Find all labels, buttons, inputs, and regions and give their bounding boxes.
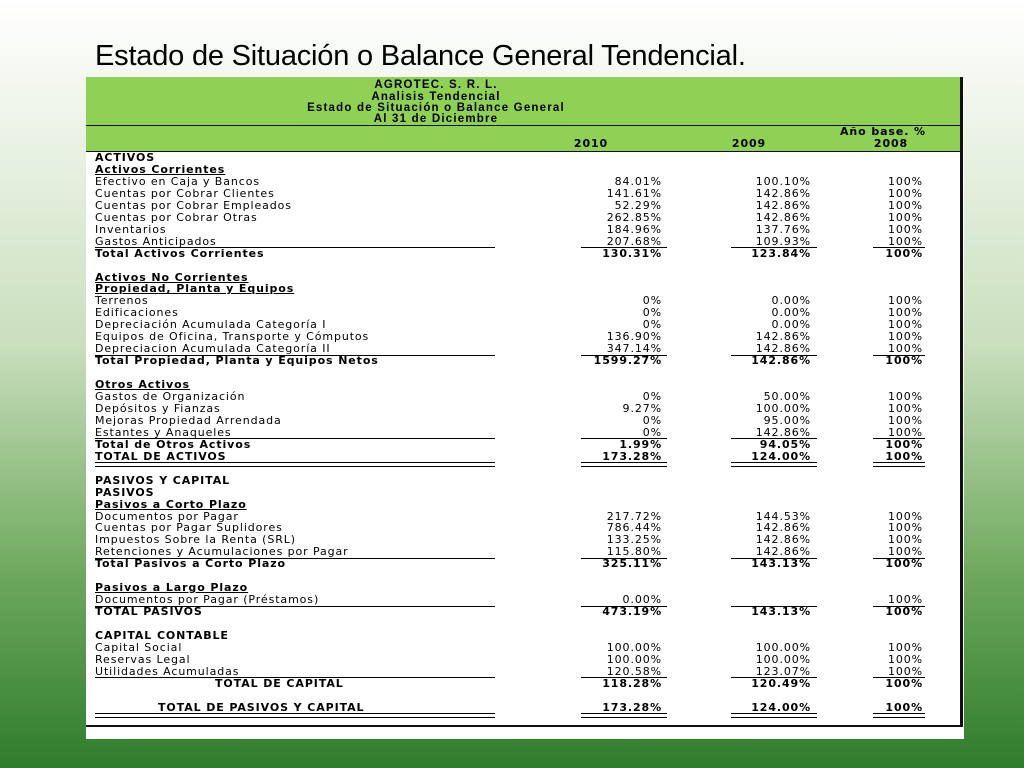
- cell-2009: 142.86%: [755, 521, 811, 535]
- cell-2009: 123.84%: [751, 246, 811, 260]
- cell-2010: 100.00%: [606, 640, 662, 654]
- cell-2008: 100%: [885, 449, 923, 463]
- cell-2008: 100%: [887, 545, 923, 559]
- cell-2009: 142.86%: [755, 533, 811, 547]
- cell-2009: 144.53%: [755, 509, 811, 523]
- total-rule: [873, 713, 925, 718]
- cell-2008: 100%: [887, 318, 923, 332]
- cell-2010: 141.61%: [606, 186, 662, 200]
- cell-2010: 120.58%: [606, 664, 662, 678]
- row-label: ACTIVOS: [95, 151, 156, 164]
- cell-2010: 115.80%: [606, 545, 662, 559]
- cell-2010: 100.00%: [606, 652, 662, 666]
- row-label: TOTAL PASIVOS: [95, 605, 203, 619]
- cell-2009: 137.76%: [755, 222, 811, 236]
- row-label: Documentos por Pagar: [95, 509, 239, 523]
- cell-2008: 100%: [887, 234, 923, 248]
- cell-2009: 100.10%: [755, 174, 811, 188]
- cell-2009: 142.86%: [755, 425, 811, 439]
- cell-2008: 100%: [885, 700, 923, 714]
- analysis-type: Analisis Tendencial: [371, 91, 501, 103]
- row-label: Activos No Corrientes: [95, 270, 249, 284]
- row-label: Propiedad, Planta y Equipos: [95, 282, 295, 296]
- statement-date: Al 31 de Diciembre: [373, 113, 499, 125]
- column-header: [86, 126, 960, 152]
- row-label: Reservas Legal: [95, 652, 191, 666]
- cell-2010: 262.85%: [606, 210, 662, 224]
- cell-2009: 0.00%: [771, 306, 811, 320]
- cell-2008: 100%: [885, 605, 923, 619]
- statement-name: Estado de Situación o Balance General: [307, 102, 565, 114]
- row-label: Activos Corrientes: [95, 162, 226, 176]
- cell-2008: 100%: [887, 174, 923, 188]
- cell-2009: 142.86%: [755, 545, 811, 559]
- cell-2008: 100%: [887, 342, 923, 356]
- total-rule: [731, 462, 817, 467]
- cell-2010: 173.28%: [602, 700, 662, 714]
- row-label: TOTAL DE CAPITAL: [215, 676, 344, 690]
- cell-2009: 142.86%: [755, 342, 811, 356]
- cell-2008: 100%: [887, 330, 923, 344]
- cell-2010: 0%: [642, 306, 662, 320]
- cell-2008: 100%: [887, 390, 923, 403]
- row-label: Efectivo en Caja y Bancos: [95, 174, 260, 188]
- row-label: Capital Social: [95, 640, 183, 654]
- cell-2008: 100%: [887, 533, 923, 547]
- cell-2010: 0%: [642, 294, 662, 308]
- cell-2009: 143.13%: [751, 557, 811, 571]
- cell-2010: 133.25%: [606, 533, 662, 547]
- row-label: Total Activos Corrientes: [95, 246, 265, 260]
- row-label: TOTAL DE ACTIVOS: [95, 449, 227, 463]
- cell-2010: 0%: [642, 425, 662, 439]
- cell-2010: 184.96%: [606, 222, 662, 236]
- cell-2008: 100%: [885, 676, 923, 690]
- row-label: PASIVOS: [95, 485, 155, 499]
- cell-2009: 50.00%: [763, 390, 811, 403]
- slide-title: Estado de Situación o Balance General Tendencial.: [95, 40, 746, 72]
- cell-2010: 1599.27%: [593, 354, 662, 368]
- cell-2009: 123.07%: [755, 664, 811, 678]
- row-label: Depreciacion Acumulada Categoría II: [95, 342, 331, 356]
- total-rule: [95, 713, 495, 718]
- balance-sheet: [86, 77, 964, 739]
- cell-2010: 52.29%: [614, 198, 662, 212]
- cell-2010: 118.28%: [602, 676, 662, 690]
- cell-2009: 142.86%: [755, 198, 811, 212]
- cell-2009: 142.86%: [755, 186, 811, 200]
- column-2009: 2009: [731, 137, 767, 150]
- row-label: Depósitos y Fianzas: [95, 401, 221, 415]
- cell-2008: 100%: [885, 437, 923, 451]
- cell-2008: 100%: [887, 210, 923, 224]
- cell-2010: 473.19%: [602, 605, 662, 619]
- company-name: AGROTEC. S. R. L.: [374, 79, 498, 91]
- row-label: Inventarios: [95, 222, 167, 236]
- row-label: Gastos de Organización: [95, 390, 246, 403]
- row-label: CAPITAL CONTABLE: [95, 629, 229, 642]
- cell-2008: 100%: [887, 640, 923, 654]
- cell-2008: 100%: [887, 521, 923, 535]
- cell-2008: 100%: [887, 198, 923, 212]
- base-year-label: Año base. %: [840, 125, 926, 138]
- cell-2009: 124.00%: [751, 700, 811, 714]
- cell-2008: 100%: [887, 186, 923, 200]
- cell-2009: 100.00%: [755, 652, 811, 666]
- cell-2010: 173.28%: [602, 449, 662, 463]
- column-2010: 2010: [573, 137, 609, 150]
- cell-2009: 100.00%: [755, 640, 811, 654]
- row-label: Utilidades Acumuladas: [95, 664, 240, 678]
- row-label: Pasivos a Largo Plazo: [95, 581, 249, 595]
- cell-2009: 95.00%: [763, 413, 811, 427]
- row-label: Total Pasivos a Corto Plazo: [95, 557, 286, 571]
- cell-2009: 142.86%: [751, 354, 811, 368]
- cell-2010: 0%: [642, 318, 662, 332]
- row-label: PASIVOS Y CAPITAL: [95, 473, 231, 487]
- row-label: Depreciación Acumulada Categoría I: [95, 318, 327, 332]
- row-label: Mejoras Propiedad Arrendada: [95, 413, 282, 427]
- table-header: [86, 77, 960, 126]
- cell-2008: 100%: [887, 652, 923, 666]
- row-label: Edificaciones: [95, 306, 179, 320]
- row-label: Estantes y Anaqueles: [95, 425, 232, 439]
- row-label: Cuentas por Cobrar Otras: [95, 210, 258, 224]
- row-label: Cuentas por Cobrar Empleados: [95, 198, 292, 212]
- cell-2008: 100%: [885, 354, 923, 368]
- total-rule: [873, 462, 925, 467]
- cell-2008: 100%: [885, 557, 923, 571]
- row-label: Retenciones y Acumulaciones por Pagar: [95, 545, 349, 559]
- cell-2008: 100%: [887, 222, 923, 236]
- cell-2009: 124.00%: [751, 449, 811, 463]
- row-label: TOTAL DE PASIVOS Y CAPITAL: [158, 700, 365, 714]
- cell-2008: 100%: [887, 425, 923, 439]
- cell-2008: 100%: [887, 413, 923, 427]
- cell-2010: 207.68%: [606, 234, 662, 248]
- cell-2009: 142.86%: [755, 210, 811, 224]
- total-rule: [581, 462, 667, 467]
- row-label: Otros Activos: [95, 378, 191, 392]
- cell-2009: 143.13%: [751, 605, 811, 619]
- row-label: Total Propiedad, Planta y Equipos Netos: [95, 354, 379, 368]
- column-2008: 2008: [873, 137, 909, 150]
- cell-2009: 0.00%: [771, 318, 811, 332]
- cell-2008: 100%: [887, 306, 923, 320]
- row-label: Cuentas por Cobrar Clientes: [95, 186, 275, 200]
- cell-2010: 84.01%: [614, 174, 662, 188]
- row-label: Impuestos Sobre la Renta (SRL): [95, 533, 296, 547]
- cell-2009: 94.05%: [759, 437, 811, 451]
- cell-2008: 100%: [887, 509, 923, 523]
- row-label: Terrenos: [95, 294, 149, 308]
- total-rule: [731, 713, 817, 718]
- cell-2009: 142.86%: [755, 330, 811, 344]
- cell-2008: 100%: [887, 294, 923, 308]
- cell-2010: 136.90%: [606, 330, 662, 344]
- cell-2010: 217.72%: [606, 509, 662, 523]
- total-rule: [95, 462, 495, 467]
- row-label: Cuentas por Pagar Suplidores: [95, 521, 283, 535]
- cell-2010: 130.31%: [602, 246, 662, 260]
- cell-2008: 100%: [885, 246, 923, 260]
- cell-2010: 0%: [642, 390, 662, 403]
- row-label: Documentos por Pagar (Préstamos): [95, 593, 320, 607]
- cell-2010: 0.00%: [622, 593, 662, 607]
- cell-2009: 100.00%: [755, 401, 811, 415]
- cell-2008: 100%: [887, 593, 923, 607]
- cell-2010: 347.14%: [606, 342, 662, 356]
- cell-2010: 325.11%: [602, 557, 662, 571]
- cell-2009: 120.49%: [751, 676, 811, 690]
- cell-2010: 1.99%: [619, 437, 662, 451]
- row-label: Gastos Anticipados: [95, 234, 217, 248]
- row-label: Pasivos a Corto Plazo: [95, 497, 247, 511]
- total-rule: [581, 713, 667, 718]
- cell-2009: 0.00%: [771, 294, 811, 308]
- cell-2010: 786.44%: [606, 521, 662, 535]
- cell-2010: 0%: [642, 413, 662, 427]
- row-label: Total de Otros Activos: [95, 437, 252, 451]
- cell-2008: 100%: [887, 401, 923, 415]
- cell-2009: 109.93%: [755, 234, 811, 248]
- cell-2008: 100%: [887, 664, 923, 678]
- row-label: Equipos de Oficina, Transporte y Cómputos: [95, 330, 370, 344]
- cell-2010: 9.27%: [622, 401, 662, 415]
